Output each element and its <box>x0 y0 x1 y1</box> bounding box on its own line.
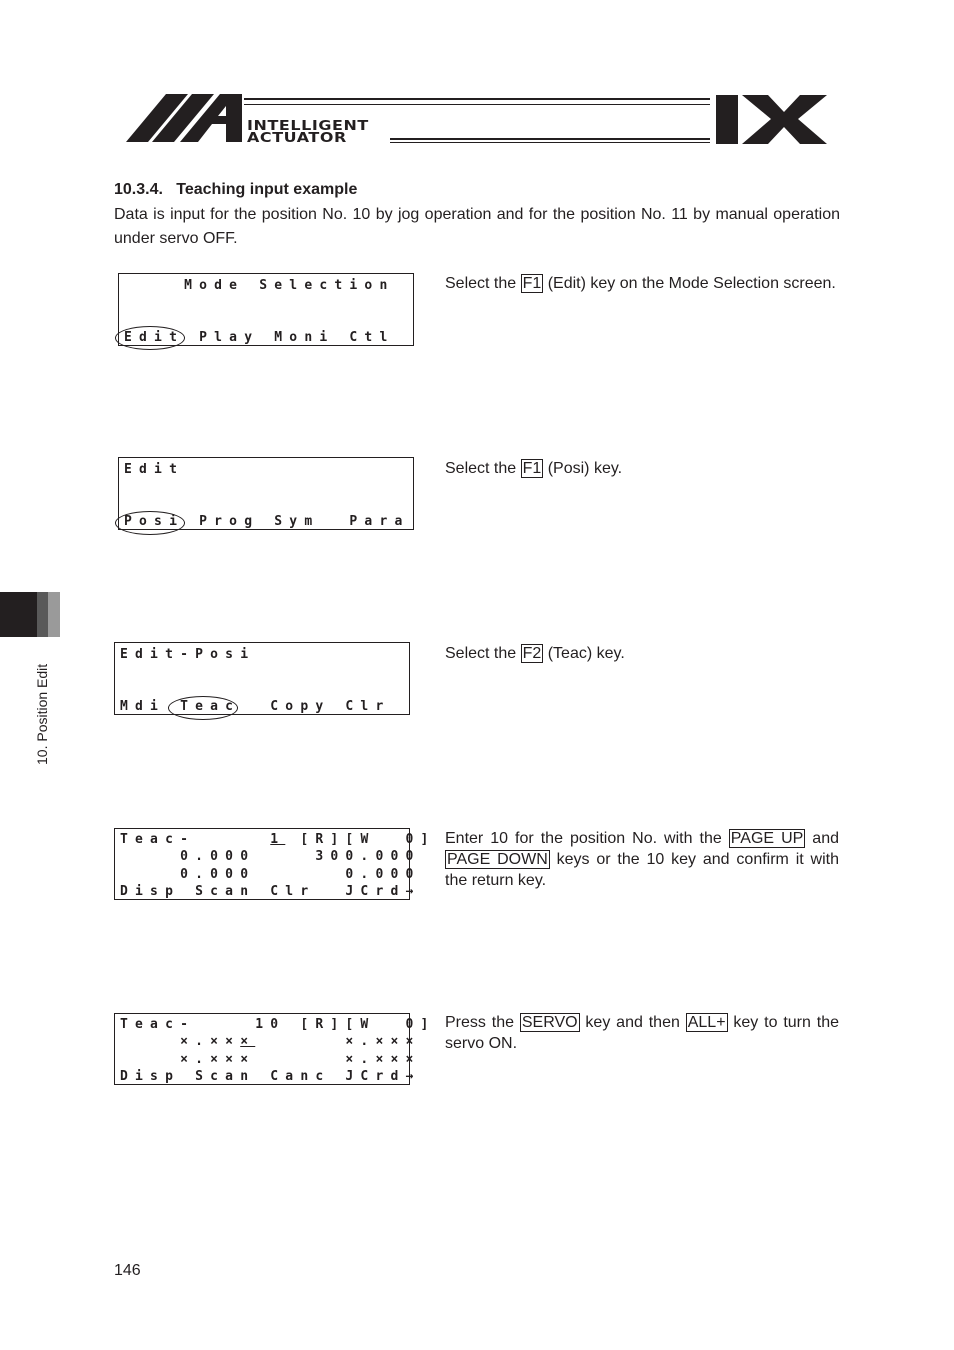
step-description: Enter 10 for the position No. with the PAGE UP and PAGE DOWN keys or the 10 key and confirm it with the return key. <box>445 830 840 889</box>
lcd-line: Teac- 10 [R][W 0] <box>120 1017 436 1032</box>
chapter-tab-light <box>48 592 60 637</box>
chapter-label: 10. Position Edit <box>34 663 50 765</box>
step-description: Select the F1 (Edit) key on the Mode Selection screen. <box>445 275 836 292</box>
ix-logo-icon <box>716 95 827 144</box>
key-servo: SERVO <box>521 1014 578 1031</box>
lcd-screen-teac-10 <box>114 1013 436 1085</box>
chapter-tab-mid <box>37 592 48 637</box>
step-description: Select the F1 (Posi) key. <box>445 460 623 477</box>
step-description: Select the F2 (Teac) key. <box>445 645 625 662</box>
lcd-line: Disp Scan Canc JCrd→ <box>120 1069 421 1084</box>
lcd-line: ×.××× ×.××× <box>120 1052 421 1067</box>
cursor-digit: 1 <box>270 832 286 847</box>
lcd-line: ×.××× ×.××× <box>120 1034 421 1049</box>
selection-circle <box>168 696 238 720</box>
header-rule-mid <box>244 104 710 105</box>
lcd-line: Disp Scan Clr JCrd→ <box>120 884 421 899</box>
header-rule-bottom2 <box>390 142 710 143</box>
key-f1: F1 <box>522 275 542 292</box>
step-description: Press the SERVO key and then ALL+ key to turn the servo ON. <box>445 1014 839 1052</box>
lcd-line: Edit Play Moni Ctl <box>124 330 395 345</box>
selection-circle <box>115 511 185 535</box>
key-f1: F1 <box>522 460 542 477</box>
lcd-line: 0.000 300.000 <box>120 849 421 864</box>
lcd-line: Edit <box>124 462 185 477</box>
key-f2: F2 <box>522 645 542 662</box>
lcd-line: Posi Prog Sym Para <box>124 514 410 529</box>
lcd-line: Teac- 1 [R][W 0] <box>120 832 436 847</box>
selection-circle <box>115 326 185 350</box>
lcd-line: Mdi Teac Copy Clr <box>120 699 391 714</box>
chapter-tab <box>0 592 60 637</box>
lcd-line: Mode Selection <box>124 278 395 293</box>
header-rule-top <box>244 98 710 100</box>
ia-logo-icon <box>126 94 242 144</box>
cursor-digit: × <box>240 1034 256 1049</box>
chapter-tab-dark <box>0 592 37 637</box>
brand-line2: ACTUATOR <box>247 130 347 146</box>
lcd-screen-teac-1 <box>114 828 436 900</box>
key-page-up: PAGE UP <box>730 830 804 847</box>
page-number: 146 <box>114 1262 141 1279</box>
section-intro: Data is input for the position No. 10 by jog operation and for the position No. 11 by manual operation under servo OFF. <box>114 206 840 247</box>
brand-line1: INTELLIGENT <box>247 118 369 134</box>
key-all-plus: ALL+ <box>687 1014 726 1031</box>
header-rule-bottom <box>390 138 710 140</box>
lcd-line: 0.000 0.000 <box>120 867 421 882</box>
section-heading: 10.3.4. Teaching input example <box>114 181 358 198</box>
lcd-screen-edit-posi <box>114 642 410 715</box>
key-page-down: PAGE DOWN <box>447 851 548 868</box>
lcd-line: Edit-Posi <box>120 647 256 662</box>
